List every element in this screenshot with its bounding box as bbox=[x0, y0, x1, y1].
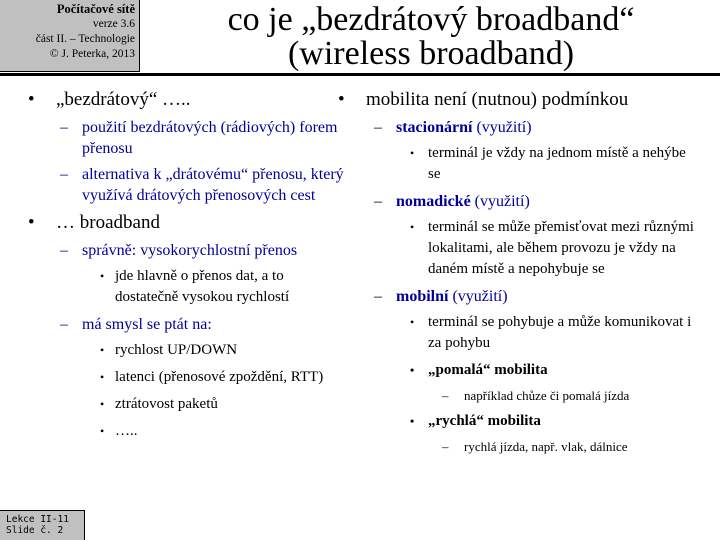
course-version: verze 3.6 bbox=[92, 18, 135, 30]
detail-bullet-latency: • latenci (přenosové zpoždění, RTT) bbox=[24, 367, 344, 388]
left-column bbox=[24, 88, 344, 448]
dash-icon: – bbox=[60, 316, 68, 333]
bullet-dot-icon: • bbox=[100, 370, 105, 384]
detail-bullet-speed: • rychlost UP/DOWN bbox=[24, 340, 344, 361]
bullet-dot-icon: • bbox=[410, 146, 415, 160]
sub-bullet-ask: – má smysl se ptát na: bbox=[60, 316, 212, 333]
bullet-dot-icon: • bbox=[338, 89, 345, 110]
slide-number: Slide č. 2 bbox=[6, 525, 64, 536]
sub-bullet-nomadic: – nomadické (využití) bbox=[374, 193, 530, 210]
bullet-bezdratovy: • „bezdrátový“ ….. bbox=[28, 89, 191, 110]
bullet-dot-icon: • bbox=[100, 397, 105, 411]
dash-icon: – bbox=[374, 288, 382, 305]
title-divider bbox=[0, 73, 720, 76]
course-author: © J. Peterka, 2013 bbox=[49, 48, 135, 60]
bullet-mobility: • mobilita není (nutnou) podmínkou bbox=[338, 89, 629, 110]
bullet-dot-icon: • bbox=[410, 220, 415, 234]
dash-icon: – bbox=[442, 388, 449, 403]
detail-bullet-nomadic: • terminál se může přemisťovat mezi různými lokalitami, ale během provozu je vždy na daném místě a nepohybuje se bbox=[410, 219, 694, 277]
sub-bullet-alternative: – alternativa k „drátovému“ přenosu, který využívá drátových přenosových cest bbox=[60, 166, 344, 204]
slide-footer-box bbox=[0, 510, 85, 540]
sub-bullet-high-speed: – správně: vysokorychlostní přenos bbox=[60, 242, 298, 259]
bullet-dot-icon: • bbox=[28, 89, 35, 110]
detail-bullet-loss: • ztrátovost paketů bbox=[24, 394, 344, 415]
bullet-dot-icon: • bbox=[28, 212, 35, 233]
sub-bullet-stationary: – stacionární (využití) bbox=[374, 119, 532, 136]
dash-icon: – bbox=[442, 439, 449, 454]
detail-bullet-fast-mobility: • „rychlá“ mobilita bbox=[338, 411, 698, 432]
course-name: Počítačové sítě bbox=[56, 2, 135, 16]
bullet-dot-icon: • bbox=[100, 269, 105, 283]
dash-icon: – bbox=[60, 119, 68, 136]
detail-bullet-slow-mobility: • „pomalá“ mobilita bbox=[338, 360, 698, 381]
example-slow-mobility: – například chůze či pomalá jízda bbox=[442, 388, 630, 403]
right-column bbox=[338, 88, 698, 462]
detail-bullet-mobile-move: • terminál se pohybuje a může komunikovat i za pohybu bbox=[410, 314, 692, 351]
example-fast-mobility: – rychlá jízda, např. vlak, dálnice bbox=[442, 439, 628, 454]
slide-title-line2: (wireless broadband) bbox=[287, 35, 575, 72]
dash-icon: – bbox=[374, 193, 382, 210]
detail-bullet-stationary: • terminál je vždy na jednom místě a nehýbe se bbox=[410, 145, 686, 182]
bullet-broadband: • … broadband bbox=[28, 212, 160, 233]
detail-bullet-ellipsis: • ….. bbox=[24, 421, 344, 442]
sub-bullet-radio: – použití bezdrátových (rádiových) forem přenosu bbox=[60, 119, 338, 157]
bullet-dot-icon: • bbox=[410, 315, 415, 329]
slide-title-line1: co je „bezdrátový broadband“ bbox=[227, 1, 635, 38]
course-info-box bbox=[0, 0, 140, 72]
dash-icon: – bbox=[60, 166, 68, 183]
course-part: část II. – Technologie bbox=[35, 33, 135, 45]
bullet-dot-icon: • bbox=[100, 424, 105, 438]
dash-icon: – bbox=[60, 242, 68, 259]
lesson-label: Lekce II-11 bbox=[6, 514, 69, 525]
dash-icon: – bbox=[374, 119, 382, 136]
slide-title bbox=[142, 0, 720, 72]
bullet-dot-icon: • bbox=[100, 343, 105, 357]
bullet-dot-icon: • bbox=[410, 414, 415, 428]
bullet-dot-icon: • bbox=[410, 363, 415, 377]
sub-bullet-mobile: – mobilní (využití) bbox=[374, 288, 508, 305]
detail-bullet-data: • jde hlavně o přenos dat, a to dostatečně vysokou rychlostí bbox=[100, 268, 290, 305]
